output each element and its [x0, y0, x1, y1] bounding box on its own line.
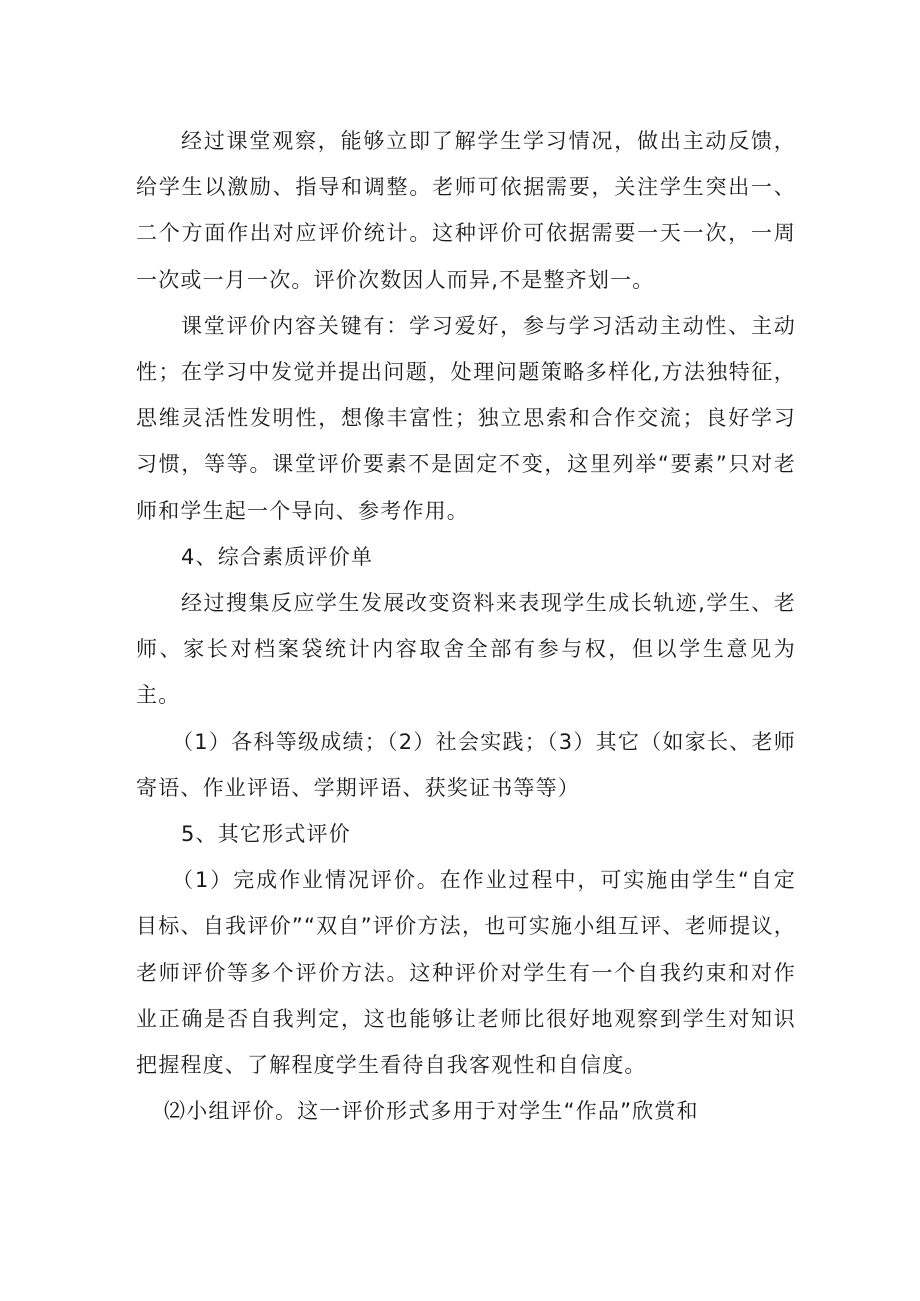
- paragraph-homework-evaluation: （1）完成作业情况评价。在作业过程中，可实施由学生“自定目标、自我评价”“双自”评价方法，也可实施小组互评、老师提议，老师评价等多个评价方法。这种评价对学生有一个自我约束和对作业正确是否自我判定，这也能够让老师比很好地观察到学生对知识把握程度、了解程度学生看待自我客观性和自信度。: [136, 868, 796, 1078]
- paragraph-portfolio: 经过搜集反应学生发展改变资料来表现学生成长轨迹,学生、老师、家长对档案袋统计内容取舍全部有参与权，但以学生意见为主。: [136, 591, 796, 708]
- document-body: [136, 118, 796, 1134]
- section-heading-comprehensive-quality: 4、综合素质评价单: [181, 544, 374, 569]
- paragraph-group-evaluation: ⑵小组评价。这一评价形式多用于对学生“作品”欣赏和: [164, 1099, 699, 1124]
- paragraph-classroom-observation: 经过课堂观察，能够立即了解学生学习情况，做出主动反馈，给学生以激励、指导和调整。老师可依据需要，关注学生突出一、二个方面作出对应评价统计。这种评价可依据需要一天一次，一周一次或一月一次。评价次数因人而异,不是整齐划一。: [136, 129, 796, 292]
- section-heading-other-forms: 5、其它形式评价: [181, 822, 351, 847]
- paragraph-portfolio-items: （1）各科等级成绩；（2）社会实践；（3）其它（如家长、老师寄语、作业评语、学期评语、获奖证书等等）: [136, 729, 796, 800]
- paragraph-classroom-evaluation-content: 课堂评价内容关键有：学习爱好，参与学习活动主动性、主动性；在学习中发觉并提出问题，处理问题策略多样化,方法独特征，思维灵活性发明性，想像丰富性；独立思索和合作交流；良好学习习惯，等等。课堂评价要素不是固定不变，这里列举“要素”只对老师和学生起一个导向、参考作用。: [136, 313, 796, 523]
